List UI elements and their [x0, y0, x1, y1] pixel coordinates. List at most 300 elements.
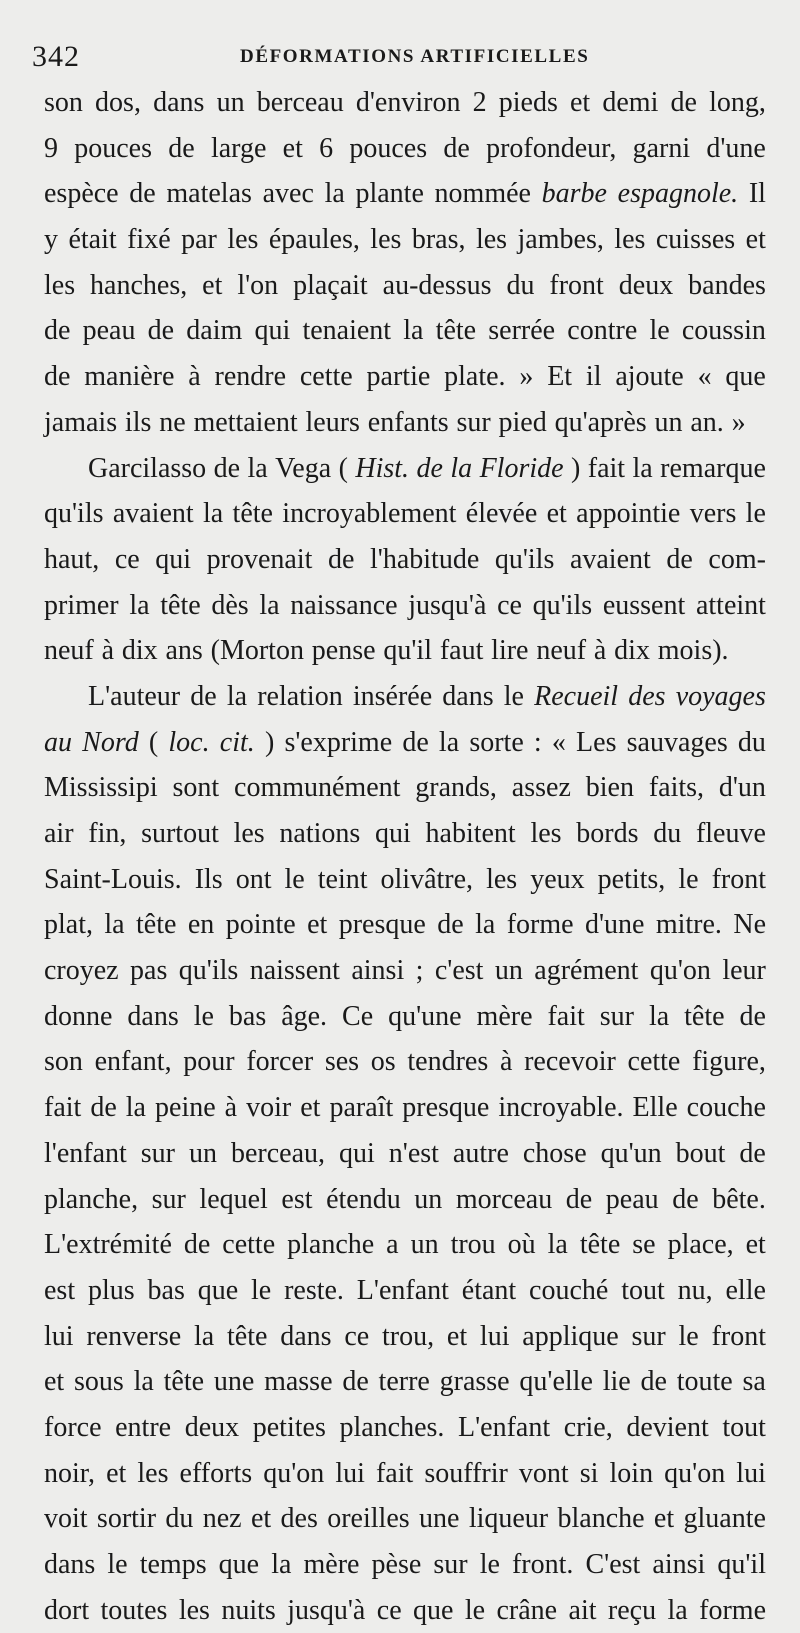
word: le	[193, 1000, 214, 1032]
text-line	[44, 720, 766, 766]
word: fait	[587, 452, 626, 484]
word: ainsi	[652, 1549, 706, 1580]
text-line	[44, 1359, 766, 1405]
word: les	[530, 818, 562, 849]
word: fleuve	[695, 818, 766, 849]
word: les	[137, 1457, 169, 1489]
running-title: DÉFORMATIONS ARTIFICIELLES	[240, 46, 590, 67]
word: pense	[311, 635, 376, 667]
word: ce	[114, 543, 140, 575]
word: la	[667, 1594, 688, 1626]
word: front	[711, 1320, 766, 1352]
text-line	[44, 217, 766, 263]
text-line	[44, 354, 766, 400]
word: presque	[402, 1092, 490, 1124]
word: et	[44, 1366, 65, 1398]
word: forcer	[246, 1046, 314, 1078]
word: deux	[184, 1411, 240, 1443]
word: d'une	[584, 909, 645, 941]
word: pointe	[225, 909, 296, 941]
word: berceau,	[230, 1137, 326, 1169]
word: enfants	[367, 406, 449, 438]
word: sa	[742, 1366, 766, 1398]
word: enfant,	[94, 1046, 172, 1078]
word: les	[44, 269, 76, 301]
word: sur	[151, 1183, 186, 1215]
word: ajoute	[615, 361, 684, 393]
word: à	[224, 1092, 238, 1124]
word: nommée	[434, 178, 531, 210]
word: tête	[232, 498, 273, 530]
word: qui	[155, 543, 192, 575]
word: élevée	[465, 498, 538, 530]
word: nations	[279, 818, 361, 849]
word: Garcilasso	[88, 452, 207, 484]
word: liqueur	[468, 1503, 549, 1535]
word: sous	[74, 1366, 124, 1398]
word: masse	[264, 1366, 333, 1398]
word: du	[737, 726, 766, 758]
word: qu'ils	[44, 498, 104, 530]
word: de	[666, 543, 693, 575]
word: teint	[317, 863, 368, 895]
word: Saint-Louis.	[44, 863, 182, 895]
word: entre	[115, 1411, 172, 1443]
word: des	[280, 1503, 318, 1535]
word: forme	[506, 909, 574, 941]
word: sauvages	[626, 726, 728, 758]
word: bien	[585, 772, 634, 804]
word: la	[125, 1092, 146, 1124]
text-line	[44, 628, 766, 674]
text-line	[44, 446, 766, 492]
word: avec	[262, 178, 314, 210]
word: pour	[183, 1046, 235, 1078]
word: applique	[522, 1320, 619, 1352]
word: était	[68, 224, 117, 256]
word: tête	[136, 909, 177, 941]
word: et	[446, 1320, 468, 1352]
text-line	[44, 1039, 766, 1085]
word: lequel	[199, 1183, 268, 1215]
text-line	[44, 126, 766, 172]
word: et	[106, 1457, 127, 1489]
word: et	[282, 132, 303, 164]
word: par	[181, 224, 217, 256]
word: plaçait	[293, 269, 368, 301]
word: pèse	[371, 1549, 422, 1580]
word: qu'il	[383, 635, 432, 667]
word: dans	[280, 1320, 332, 1352]
word: du	[653, 818, 682, 849]
word: recevoir	[524, 1046, 616, 1078]
word: nez	[202, 1503, 242, 1535]
running-head	[0, 34, 800, 78]
word: gluante	[683, 1503, 766, 1535]
word: front	[711, 863, 766, 895]
word: est	[44, 1274, 76, 1306]
word: de	[213, 452, 241, 484]
word: Nord	[82, 726, 139, 758]
word: voit	[44, 1503, 88, 1535]
text-line	[44, 263, 766, 309]
word: tête	[684, 1000, 725, 1032]
word: presque	[338, 909, 426, 941]
text-line	[44, 948, 766, 994]
word: tenaient	[302, 315, 392, 347]
word: les	[614, 224, 646, 256]
word: et	[250, 1503, 272, 1535]
word: fixé	[127, 224, 171, 256]
word: naissance	[290, 589, 398, 621]
word: atteint	[695, 589, 766, 621]
word: bords	[576, 818, 639, 849]
word: ses	[324, 1046, 360, 1078]
word: de	[443, 132, 470, 164]
word: l'enfant	[44, 1137, 127, 1169]
word: loin	[609, 1457, 654, 1489]
text-line	[44, 537, 766, 583]
word: une	[213, 1366, 255, 1398]
word: tête	[227, 1320, 268, 1352]
word: faits,	[648, 772, 705, 804]
word: fait	[547, 1000, 585, 1032]
word: le	[678, 1320, 699, 1352]
word: planche,	[44, 1183, 139, 1215]
word: couché	[529, 1274, 609, 1306]
word: dans	[127, 1000, 179, 1032]
word: le	[284, 863, 305, 895]
text-line	[44, 583, 766, 629]
word: (	[338, 452, 348, 484]
word: son	[44, 87, 83, 118]
word: place,	[667, 1229, 734, 1261]
text-line	[44, 80, 766, 126]
word: la	[324, 178, 345, 210]
word: mois).	[657, 635, 729, 667]
page-number: 342	[32, 40, 80, 73]
word: Floride	[479, 452, 564, 484]
word: et	[307, 909, 328, 941]
word: Ils	[194, 863, 223, 895]
word: chose	[522, 1137, 587, 1169]
word: qu'on	[263, 1457, 325, 1489]
word: la	[450, 452, 473, 484]
word: lui	[736, 1457, 766, 1489]
word: neuf	[44, 635, 94, 667]
word: qu'on	[649, 955, 711, 987]
word: donne	[44, 1000, 113, 1032]
word: est	[281, 1183, 313, 1215]
word: bas	[228, 1000, 267, 1032]
word: naissent	[249, 955, 340, 987]
word: «	[697, 361, 712, 393]
word: de	[327, 543, 355, 575]
word: le	[678, 863, 699, 895]
word: et	[202, 269, 223, 301]
text-line	[44, 674, 766, 720]
word: leurs	[305, 406, 360, 438]
word: tendres	[407, 1046, 489, 1078]
word: appointie	[576, 498, 681, 530]
word: ils	[124, 406, 152, 438]
word: du	[165, 1503, 194, 1535]
word: remarque	[660, 452, 766, 484]
word: L'enfant	[458, 1411, 551, 1443]
word: a	[386, 1229, 399, 1261]
word: espèce	[44, 178, 119, 210]
word: pouces	[74, 132, 153, 164]
word: Il	[748, 178, 766, 210]
word: air	[44, 818, 74, 849]
word: un	[189, 1137, 217, 1169]
word: tête	[435, 315, 477, 347]
text-line	[44, 811, 766, 857]
word: elle	[725, 1274, 766, 1306]
word: Recueil	[534, 680, 619, 712]
word: lui	[335, 1457, 365, 1489]
text-line	[44, 1451, 766, 1497]
word: efforts	[179, 1457, 253, 1489]
word: tête	[163, 1366, 205, 1398]
word: contre	[567, 315, 638, 347]
word: espagnole.	[617, 178, 739, 210]
word: sorte	[469, 726, 524, 758]
word: nuits	[221, 1594, 276, 1626]
word: couche	[686, 1092, 766, 1124]
word: de	[129, 178, 156, 210]
word: partie	[366, 361, 431, 393]
word: le	[251, 1274, 272, 1306]
word: de	[168, 132, 195, 164]
word: de	[640, 1366, 667, 1398]
word: manière	[84, 361, 175, 393]
word: tout	[722, 1411, 766, 1443]
word: cette	[222, 1229, 276, 1261]
word: de	[739, 1000, 766, 1032]
word: de	[183, 1229, 211, 1261]
word: coussin	[681, 315, 766, 347]
word: pouces	[349, 132, 428, 164]
word: et	[570, 87, 591, 118]
word: ans	[165, 635, 203, 667]
word: la	[104, 909, 125, 941]
text-line	[44, 1542, 766, 1588]
word: avaient	[112, 498, 194, 530]
word: et	[546, 498, 567, 530]
word: de	[190, 680, 217, 712]
word: ont	[235, 863, 272, 895]
word: leur	[722, 955, 766, 987]
word: planches.	[339, 1411, 445, 1443]
word: n'est	[388, 1137, 439, 1169]
word: ainsi	[351, 955, 405, 987]
word: dans	[44, 1549, 96, 1580]
word: trou,	[382, 1320, 435, 1352]
word: la	[403, 315, 424, 347]
word: jamais	[44, 406, 118, 438]
word: vers	[689, 498, 737, 530]
word: incroyable.	[498, 1092, 624, 1124]
word: qu'on	[664, 1457, 726, 1489]
text-line	[44, 171, 766, 217]
word: mère	[303, 1549, 360, 1580]
word: à	[593, 635, 607, 667]
word: de	[672, 1183, 699, 1215]
word: fait	[375, 1457, 414, 1489]
word: pieds	[498, 87, 558, 118]
word: dort	[44, 1594, 90, 1626]
word: qui	[375, 818, 411, 849]
word: haut,	[44, 543, 100, 575]
word: cit.	[219, 726, 255, 758]
word: de	[437, 909, 464, 941]
word: un	[654, 406, 683, 438]
word: ;	[415, 955, 424, 987]
word: la	[133, 1366, 154, 1398]
word: qu'une	[388, 1000, 462, 1032]
word: sur	[631, 1320, 666, 1352]
word: sont	[172, 772, 220, 804]
word: dos,	[95, 87, 141, 118]
word: sur	[456, 406, 491, 438]
word: large	[210, 132, 267, 164]
word: fin,	[88, 818, 127, 849]
word: un	[494, 955, 523, 987]
word: communément	[234, 772, 401, 804]
word: paraît	[329, 1092, 394, 1124]
word: planche	[287, 1229, 375, 1261]
word: grands,	[415, 772, 497, 804]
word: les	[486, 863, 518, 895]
word: serrée	[488, 315, 556, 347]
word: :	[533, 726, 542, 758]
word: où	[507, 1229, 536, 1261]
word: plat,	[44, 909, 93, 941]
word: si	[579, 1457, 599, 1489]
word: la	[129, 589, 150, 621]
word: la	[247, 452, 268, 484]
word: avaient	[569, 543, 651, 575]
word: cuisses	[655, 224, 736, 256]
word: que	[197, 1274, 239, 1306]
word: dix	[121, 635, 158, 667]
word: ne	[159, 406, 186, 438]
word: reste.	[284, 1274, 344, 1306]
text-line	[44, 765, 766, 811]
word: c'est	[434, 955, 484, 987]
word: autre	[452, 1137, 509, 1169]
word: toutes	[100, 1594, 168, 1626]
word: qu'elle	[519, 1366, 593, 1398]
word: la	[193, 1320, 215, 1352]
word: et	[653, 1503, 675, 1535]
word: grasse	[439, 1366, 510, 1398]
word: de	[402, 726, 429, 758]
word: plus	[87, 1274, 135, 1306]
text-line	[44, 1222, 766, 1268]
word: bas	[147, 1274, 185, 1306]
word: une	[419, 1503, 460, 1535]
word: la	[271, 1549, 292, 1580]
word: étant	[461, 1274, 517, 1306]
word: la	[226, 680, 248, 712]
word: »	[519, 361, 534, 393]
word: »	[731, 406, 746, 438]
word: 2	[472, 87, 487, 118]
word: L'extrémité	[44, 1229, 172, 1261]
word: au-dessus	[382, 269, 492, 301]
word: la	[632, 452, 653, 484]
word: loc.	[168, 726, 210, 758]
word: Elle	[632, 1092, 678, 1124]
word: habitent	[425, 818, 516, 849]
word: à	[101, 635, 115, 667]
text-line	[44, 1405, 766, 1451]
word: ce	[376, 1594, 402, 1626]
word: y	[44, 224, 58, 256]
word: ce	[497, 589, 522, 621]
word: peau	[605, 1183, 659, 1215]
body-text	[44, 80, 766, 1633]
word: la	[259, 589, 280, 621]
word: et	[300, 1092, 321, 1124]
word: morceau	[455, 1183, 553, 1215]
text-line	[44, 1314, 766, 1360]
word: à	[499, 1046, 513, 1078]
word: temps	[139, 1549, 207, 1580]
word: qu'ils	[494, 543, 555, 575]
word: relation	[257, 680, 343, 712]
word: la	[547, 1229, 568, 1261]
word: souffrir	[424, 1457, 508, 1489]
word: olivâtre,	[380, 863, 474, 895]
word: jusqu'à	[287, 1594, 366, 1626]
word: du	[506, 269, 535, 301]
word: jambes,	[517, 224, 604, 256]
word: jusqu'à	[408, 589, 487, 621]
word: sur	[599, 1000, 634, 1032]
word: et	[745, 1229, 766, 1261]
word: qu'ils	[532, 589, 593, 621]
word: il	[585, 361, 602, 393]
word: front	[549, 269, 604, 301]
word: com-	[708, 543, 766, 575]
word: Et	[547, 361, 573, 393]
word: dans	[153, 87, 205, 118]
word: d'une	[706, 132, 766, 164]
word: provenait	[206, 543, 313, 575]
word: un	[410, 1229, 439, 1261]
word: de	[342, 1366, 369, 1398]
word: crâne	[496, 1594, 558, 1626]
word: le	[503, 680, 524, 712]
word: lui	[479, 1320, 510, 1352]
text-line	[44, 857, 766, 903]
word: qui	[254, 315, 291, 347]
word: (	[148, 726, 159, 758]
word: daim	[186, 315, 243, 347]
word: qui	[339, 1137, 375, 1169]
word: dès	[211, 589, 249, 621]
word: s'exprime	[284, 726, 393, 758]
word: tout	[621, 1274, 665, 1306]
word: qu'après	[554, 406, 647, 438]
word: de	[44, 315, 71, 347]
word: Les	[576, 726, 617, 758]
word: de	[739, 1137, 766, 1169]
word: et	[745, 224, 766, 256]
